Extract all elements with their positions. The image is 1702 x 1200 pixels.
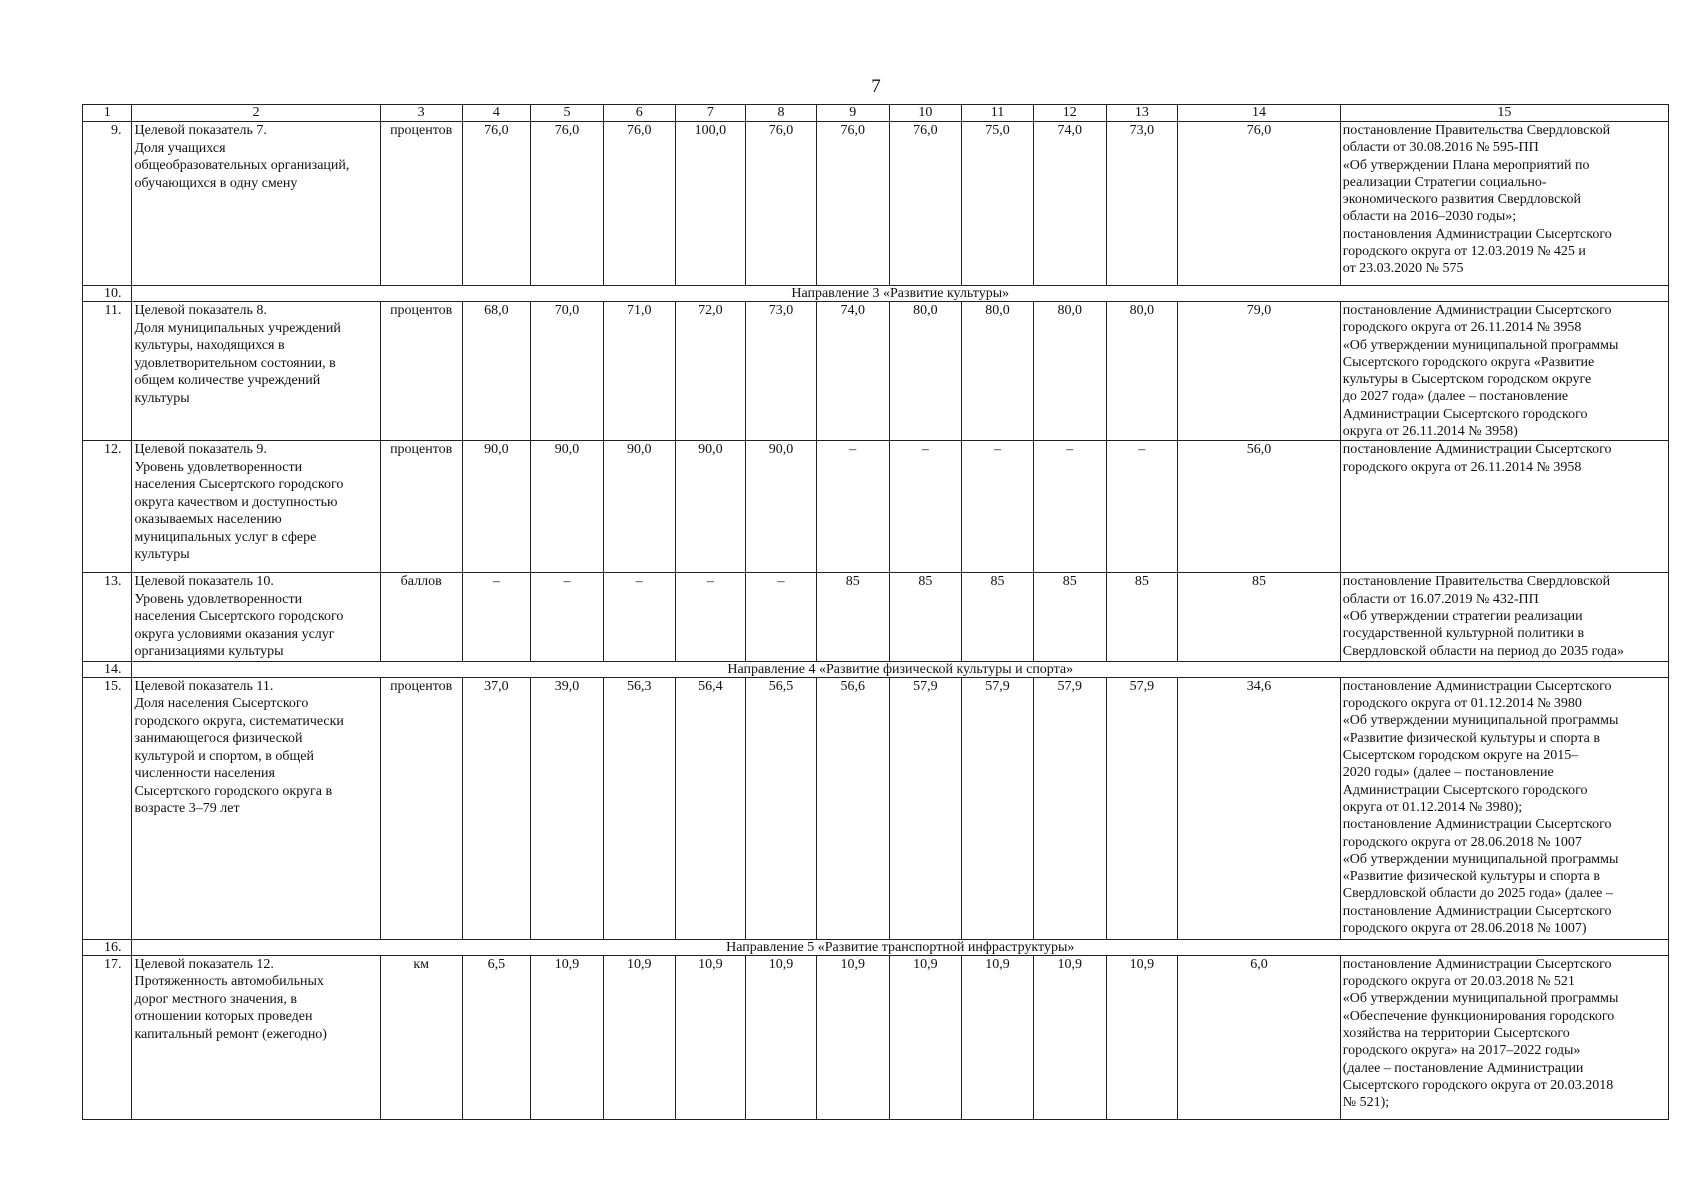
document-line: «Об утверждении муниципальной программы	[1342, 991, 1619, 1007]
column-number: 3	[380, 105, 462, 122]
document-line: до 2027 года» (далее – постановление	[1342, 389, 1569, 405]
document-line: городского округа от 26.11.2014 № 3958	[1342, 459, 1582, 475]
document-line: области от 30.08.2016 № 595-ПП	[1342, 140, 1539, 156]
value-cell: 10,9	[1106, 955, 1178, 1119]
indicator-line: отношении которых проведен	[134, 1009, 313, 1025]
row-number: 14.	[83, 661, 132, 677]
indicator-row	[83, 302, 1669, 441]
value-cell: 72,0	[675, 302, 746, 441]
document-line: городского округа» на 2017–2022 годы»	[1342, 1043, 1581, 1059]
document-line: Сысертского городского округа от 20.03.2018	[1342, 1077, 1614, 1093]
value-cell: 90,0	[531, 441, 604, 573]
document-line: Администрации Сысертского городского	[1342, 406, 1588, 422]
indicator-line: населения Сысертского городского	[134, 477, 344, 493]
indicator-line: численности населения	[134, 766, 275, 782]
value-cell: 39,0	[531, 677, 604, 939]
unit: процентов	[380, 677, 462, 939]
document-line: Сысертского городского округа «Развитие	[1342, 354, 1595, 370]
value-cell: –	[675, 573, 746, 662]
value-cell: 90,0	[746, 441, 817, 573]
direction-row	[83, 661, 1669, 677]
value-cell: 80,0	[1033, 302, 1106, 441]
indicator-line: культуры, находящихся в	[134, 338, 285, 353]
unit: км	[380, 955, 462, 1119]
document-line: хозяйства на территории Сысертского	[1342, 1026, 1570, 1042]
value-cell: 68,0	[462, 302, 531, 441]
indicator-name	[132, 677, 380, 939]
value-cell: 75,0	[962, 122, 1034, 286]
source-document	[1340, 122, 1668, 286]
document-line: № 521);	[1342, 1095, 1390, 1111]
indicator-name	[132, 122, 380, 286]
value-cell: 57,9	[1106, 677, 1178, 939]
document-line: городского округа от 28.06.2018 № 1007)	[1342, 921, 1587, 937]
indicator-name	[132, 441, 380, 573]
indicator-line: Целевой показатель 11.	[134, 678, 274, 694]
row-number: 13.	[83, 573, 132, 662]
direction-title: Направление 5 «Развитие транспортной инфраструктуры»	[132, 939, 1669, 955]
indicator-line: возрасте 3–79 лет	[134, 801, 240, 817]
document-line: «Об утверждении стратегии реализации	[1342, 608, 1583, 624]
value-cell: 76,0	[889, 122, 962, 286]
unit: баллов	[380, 573, 462, 662]
value-cell: 57,9	[1033, 677, 1106, 939]
row-number: 17.	[83, 955, 132, 1119]
source-document	[1340, 441, 1668, 573]
value-cell: 76,0	[462, 122, 531, 286]
value-cell: 74,0	[816, 302, 889, 441]
document-line: области от 16.07.2019 № 432-ПП	[1342, 591, 1539, 607]
indicator-line: культуры	[134, 390, 190, 406]
value-cell: 85	[889, 573, 962, 662]
indicator-line: Протяженность автомобильных	[134, 974, 324, 990]
value-cell: 37,0	[462, 677, 531, 939]
indicator-line: удовлетворительном состоянии, в	[134, 355, 336, 371]
column-number: 7	[675, 105, 746, 122]
column-number: 13	[1106, 105, 1178, 122]
column-number: 15	[1340, 105, 1668, 122]
indicator-line: культурой и спортом, в общей	[134, 748, 314, 764]
direction-row	[83, 939, 1669, 955]
column-number: 4	[462, 105, 531, 122]
value-cell: 85	[1178, 573, 1341, 662]
value-cell: –	[1106, 441, 1178, 573]
document-line: Администрации Сысертского городского	[1342, 782, 1588, 798]
value-cell: 34,6	[1178, 677, 1341, 939]
page-number: 7	[871, 76, 881, 97]
value-cell: –	[746, 573, 817, 662]
indicator-line: округа условиями оказания услуг	[134, 626, 335, 642]
value-cell: 85	[1106, 573, 1178, 662]
document-line: постановление Администрации Сысертского	[1342, 303, 1612, 318]
document-line: области на 2016–2030 годы»;	[1342, 209, 1517, 225]
document-line: городского округа от 12.03.2019 № 425 и	[1342, 244, 1586, 260]
document-line: постановление Администрации Сысертского	[1342, 678, 1612, 694]
indicator-line: населения Сысертского городского	[134, 609, 344, 625]
document-line: «Об утверждении муниципальной программы	[1342, 851, 1619, 867]
value-cell: –	[816, 441, 889, 573]
value-cell: 10,9	[1033, 955, 1106, 1119]
value-cell: 80,0	[962, 302, 1034, 441]
document-line: государственной культурной политики в	[1342, 626, 1585, 642]
column-number: 14	[1178, 105, 1341, 122]
value-cell: 71,0	[603, 302, 675, 441]
indicator-line: общем количестве учреждений	[134, 373, 321, 388]
value-cell: 10,9	[816, 955, 889, 1119]
value-cell: 85	[816, 573, 889, 662]
value-cell: 79,0	[1178, 302, 1341, 441]
document-line: городского округа от 28.06.2018 № 1007	[1342, 834, 1582, 850]
document-line: Свердловской области на период до 2035 года»	[1342, 643, 1624, 659]
value-cell: –	[531, 573, 604, 662]
value-cell: 57,9	[962, 677, 1034, 939]
row-number: 12.	[83, 441, 132, 573]
value-cell: 56,0	[1178, 441, 1341, 573]
value-cell: –	[962, 441, 1034, 573]
value-cell: 76,0	[603, 122, 675, 286]
value-cell: 56,3	[603, 677, 675, 939]
value-cell: 56,6	[816, 677, 889, 939]
indicator-line: организациями культуры	[134, 644, 284, 660]
value-cell: 100,0	[675, 122, 746, 286]
value-cell: 57,9	[889, 677, 962, 939]
value-cell: 74,0	[1033, 122, 1106, 286]
indicators-table	[82, 104, 1669, 1120]
indicator-line: Целевой показатель 7.	[134, 123, 267, 138]
row-number: 16.	[83, 939, 132, 955]
value-cell: –	[1033, 441, 1106, 573]
value-cell: 90,0	[603, 441, 675, 573]
document-line: реализации Стратегии социально-	[1342, 174, 1547, 190]
column-number: 2	[132, 105, 380, 122]
indicator-line: городского округа, систематически	[134, 713, 344, 729]
indicator-line: капитальный ремонт (ежегодно)	[134, 1026, 327, 1042]
indicator-line: Целевой показатель 10.	[134, 574, 274, 590]
source-document	[1340, 677, 1668, 939]
indicator-line: обучающихся в одну смену	[134, 175, 298, 191]
direction-row	[83, 286, 1669, 302]
value-cell: 10,9	[889, 955, 962, 1119]
value-cell: 80,0	[1106, 302, 1178, 441]
document-line: «Об утверждении муниципальной программы	[1342, 713, 1619, 729]
unit: процентов	[380, 441, 462, 573]
document-line: постановление Администрации Сысертского	[1342, 903, 1612, 919]
value-cell: 10,9	[962, 955, 1034, 1119]
indicator-row	[83, 122, 1669, 286]
value-cell: –	[462, 573, 531, 662]
document-line: округа от 01.12.2014 № 3980);	[1342, 799, 1523, 815]
row-number: 10.	[83, 286, 132, 302]
indicator-line: занимающегося физической	[134, 731, 303, 747]
indicator-line: Доля учащихся	[134, 140, 226, 156]
value-cell: 73,0	[1106, 122, 1178, 286]
column-number: 6	[603, 105, 675, 122]
indicator-row	[83, 573, 1669, 662]
document-line: (далее – постановление Администрации	[1342, 1060, 1584, 1076]
value-cell: 10,9	[675, 955, 746, 1119]
document-line: «Об утверждении Плана мероприятий по	[1342, 157, 1590, 173]
value-cell: 73,0	[746, 302, 817, 441]
indicator-line: муниципальных услуг в сфере	[134, 529, 317, 545]
value-cell: 90,0	[675, 441, 746, 573]
value-cell: –	[603, 573, 675, 662]
indicator-row	[83, 955, 1669, 1119]
document-line: экономического развития Свердловской	[1342, 192, 1581, 208]
document-line: округа от 26.11.2014 № 3958)	[1342, 424, 1518, 440]
document-line: от 23.03.2020 № 575	[1342, 261, 1464, 277]
document-line: Сысертском городском округе на 2015–	[1342, 748, 1579, 764]
document-line: постановление Правительства Свердловской	[1342, 123, 1611, 138]
value-cell: 76,0	[531, 122, 604, 286]
value-cell: 6,5	[462, 955, 531, 1119]
indicator-row	[83, 441, 1669, 573]
indicator-name	[132, 573, 380, 662]
indicator-line: общеобразовательных организаций,	[134, 158, 350, 173]
document-line: постановление Правительства Свердловской	[1342, 574, 1611, 590]
value-cell: 10,9	[603, 955, 675, 1119]
indicator-line: Целевой показатель 8.	[134, 303, 267, 318]
row-number: 9.	[83, 122, 132, 286]
document-line: постановление Администрации Сысертского	[1342, 956, 1612, 972]
column-number: 9	[816, 105, 889, 122]
unit: процентов	[380, 302, 462, 441]
indicator-line: Доля муниципальных учреждений	[134, 320, 341, 336]
indicator-line: культуры	[134, 547, 190, 563]
document-line: городского округа от 26.11.2014 № 3958	[1342, 320, 1582, 336]
column-number: 8	[746, 105, 817, 122]
value-cell: 56,5	[746, 677, 817, 939]
indicator-row	[83, 677, 1669, 939]
indicator-line: оказываемых населению	[134, 512, 282, 528]
column-number: 11	[962, 105, 1034, 122]
indicator-line: округа качеством и доступностью	[134, 494, 338, 510]
source-document	[1340, 302, 1668, 441]
document-line: постановление Администрации Сысертского	[1342, 817, 1612, 833]
indicator-line: Целевой показатель 9.	[134, 442, 267, 458]
document-line: «Развитие физической культуры и спорта в	[1342, 869, 1600, 885]
value-cell: 10,9	[746, 955, 817, 1119]
value-cell: 70,0	[531, 302, 604, 441]
indicator-name	[132, 302, 380, 441]
document-line: городского округа от 01.12.2014 № 3980	[1342, 696, 1582, 712]
indicator-line: дорог местного значения, в	[134, 991, 297, 1007]
column-number: 5	[531, 105, 604, 122]
document-line: «Об утверждении муниципальной программы	[1342, 337, 1619, 353]
indicator-line: Доля населения Сысертского	[134, 696, 309, 712]
indicator-line: Уровень удовлетворенности	[134, 459, 303, 475]
document-line: 2020 годы» (далее – постановление	[1342, 765, 1554, 781]
value-cell: 10,9	[531, 955, 604, 1119]
unit: процентов	[380, 122, 462, 286]
value-cell: 6,0	[1178, 955, 1341, 1119]
column-numbers-header	[83, 105, 1669, 122]
document-line: городского округа от 20.03.2018 № 521	[1342, 974, 1575, 990]
value-cell: 76,0	[816, 122, 889, 286]
document-line: культуры в Сысертском городском округе	[1342, 372, 1592, 388]
indicator-line: Уровень удовлетворенности	[134, 591, 303, 607]
value-cell: 76,0	[746, 122, 817, 286]
value-cell: 90,0	[462, 441, 531, 573]
column-number: 12	[1033, 105, 1106, 122]
document-line: «Развитие физической культуры и спорта в	[1342, 730, 1600, 746]
direction-title: Направление 3 «Развитие культуры»	[132, 286, 1669, 302]
document-line: постановления Администрации Сысертского	[1342, 226, 1612, 242]
source-document	[1340, 573, 1668, 662]
document-line: постановление Администрации Сысертского	[1342, 442, 1612, 458]
value-cell: 85	[962, 573, 1034, 662]
column-number: 1	[83, 105, 132, 122]
row-number: 11.	[83, 302, 132, 441]
document-line: «Обеспечение функционирования городского	[1342, 1008, 1615, 1024]
value-cell: –	[889, 441, 962, 573]
indicator-line: Сысертского городского округа в	[134, 783, 333, 799]
indicator-line: Целевой показатель 12.	[134, 956, 274, 972]
source-document	[1340, 955, 1668, 1119]
document-line: Свердловской области до 2025 года» (далее –	[1342, 886, 1613, 902]
direction-title: Направление 4 «Развитие физической культуры и спорта»	[132, 661, 1669, 677]
row-number: 15.	[83, 677, 132, 939]
value-cell: 56,4	[675, 677, 746, 939]
value-cell: 80,0	[889, 302, 962, 441]
column-number: 10	[889, 105, 962, 122]
value-cell: 76,0	[1178, 122, 1341, 286]
value-cell: 85	[1033, 573, 1106, 662]
indicator-name	[132, 955, 380, 1119]
